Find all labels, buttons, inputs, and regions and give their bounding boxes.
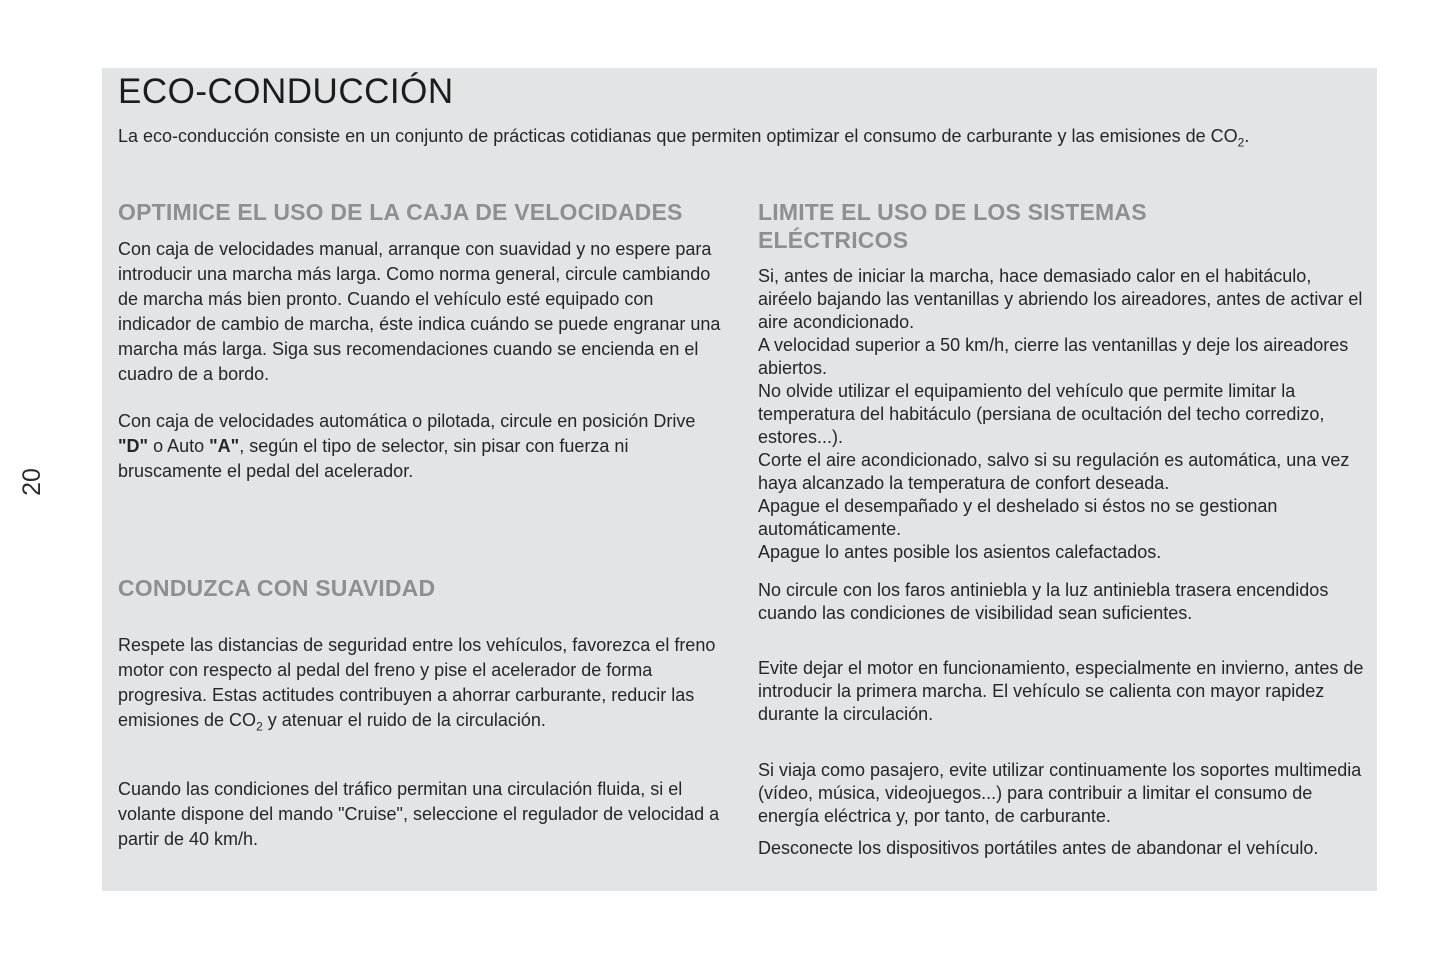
intro-tail: .	[1244, 126, 1250, 146]
text-run: Con caja de velocidades automática o pilotada, circule en posición Drive	[118, 411, 696, 431]
paragraph-cruise-control: Cuando las condiciones del tráfico permitan una circulación fluida, si el volante dispone del mando "Cruise", seleccione el regulador de velocidad a partir de 40 km/h.	[118, 779, 720, 849]
co2-subscript: 2	[256, 719, 263, 734]
auto-a-bold: "A"	[209, 436, 240, 456]
paragraph-heated-seats: Apague lo antes posible los asientos calefactados.	[758, 542, 1162, 562]
intro-paragraph	[118, 124, 1358, 148]
manual-page-sheet	[102, 68, 1377, 891]
drive-d-bold: "D"	[118, 436, 149, 456]
left-column	[118, 198, 722, 852]
page-title: ECO-CONDUCCIÓN	[118, 72, 454, 111]
paragraph-safety-distance	[118, 633, 722, 733]
paragraph-equipment-temperature: No olvide utilizar el equipamiento del vehículo que permite limitar la temperatura del habitáculo (persiana de ocultación del techo corredizo, estores...).	[758, 381, 1325, 447]
text-run: y atenuar el ruido de la circulación.	[262, 710, 546, 730]
text-run: , según el tipo de selector, sin pisar con fuerza ni bruscamente el pedal del acelerador.	[118, 436, 629, 481]
right-column	[758, 198, 1366, 860]
text-run: o Auto	[148, 436, 210, 456]
paragraph-demist-defrost: Apague el desempañado y el deshelado si éstos no se gestionan automáticamente.	[758, 496, 1278, 539]
paragraph-ventilation: Si, antes de iniciar la marcha, hace demasiado calor en el habitáculo, airéelo bajando las ventanillas y abriendo los aireadores, antes de activar el aire acondicionado.	[758, 266, 1363, 332]
paragraph-gearbox-manual: Con caja de velocidades manual, arranque con suavidad y no espere para introducir una marcha más larga. Como norma general, circule cambiando de marcha más bien pronto. Cuando el vehículo esté equipado con indicador de cambio de marcha, éste indica cuándo se puede engranar una marcha más larga. Siga sus recomendaciones cuando se encienda en el cuadro de a bordo.	[118, 239, 721, 384]
section-heading-smooth-driving: CONDUZCA CON SUAVIDAD	[118, 575, 436, 601]
page-number: 20	[18, 468, 46, 496]
text-run: Respete las distancias de seguridad entre los vehículos, favorezca el freno motor con respecto al pedal del freno y pise el acelerador de forma progresiva. Estas actitudes contribuyen a ahorrar carburante, reducir las emisiones de CO	[118, 635, 716, 730]
paragraph-engine-idle: Evite dejar el motor en funcionamiento, especialmente en invierno, antes de introducir la primera marcha. El vehículo se calienta con mayor rapidez durante la circulación.	[758, 658, 1364, 724]
paragraph-windows-speed: A velocidad superior a 50 km/h, cierre las ventanillas y deje los aireadores abiertos.	[758, 335, 1349, 378]
intro-text: La eco-conducción consiste en un conjunto de prácticas cotidianas que permiten optimizar el consumo de carburante y las emisiones de CO	[118, 126, 1238, 146]
paragraph-air-conditioning: Corte el aire acondicionado, salvo si su regulación es automática, una vez haya alcanzado la temperatura de confort deseada.	[758, 450, 1350, 493]
paragraph-multimedia: Si viaja como pasajero, evite utilizar continuamente los soportes multimedia (vídeo, música, videojuegos...) para contribuir a limitar el consumo de energía eléctrica y, por tanto, de carburante.	[758, 760, 1362, 826]
paragraph-portable-devices: Desconecte los dispositivos portátiles antes de abandonar el vehículo.	[758, 838, 1319, 858]
section-heading-electrical: LIMITE EL USO DE LOS SISTEMAS ELÉCTRICOS	[758, 199, 1147, 253]
paragraph-fog-lamps: No circule con los faros antiniebla y la luz antiniebla trasera encendidos cuando las condiciones de visibilidad sean suficientes.	[758, 580, 1329, 623]
paragraph-gearbox-automatic	[118, 409, 722, 484]
co2-subscript: 2	[1237, 135, 1245, 150]
section-heading-gearbox: OPTIMICE EL USO DE LA CAJA DE VELOCIDADES	[118, 199, 683, 225]
